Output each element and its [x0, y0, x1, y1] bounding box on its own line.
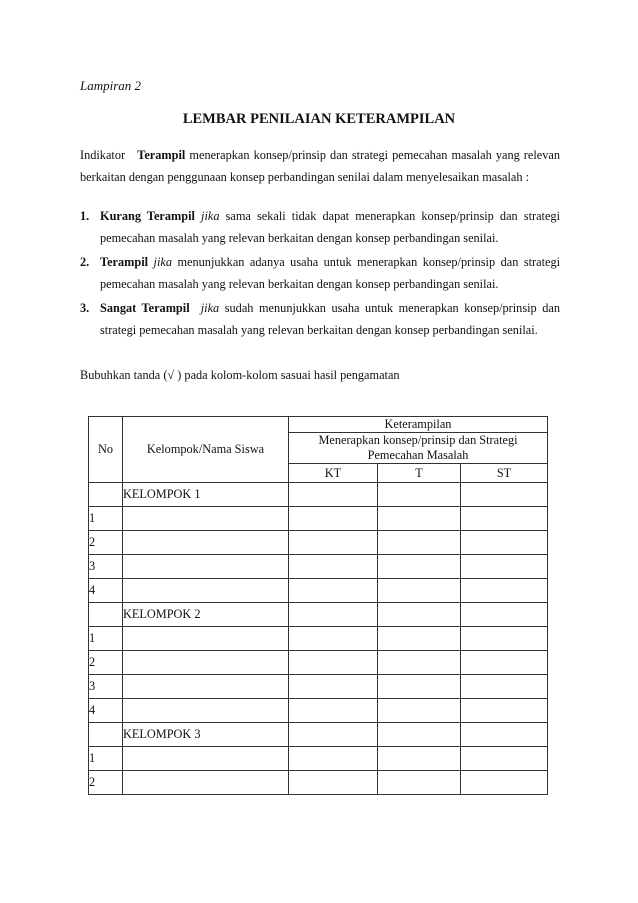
criteria-jika: jika: [201, 209, 220, 223]
no-cell: [89, 483, 123, 507]
group-row: [89, 603, 548, 627]
check-cell-kt[interactable]: [289, 675, 378, 699]
check-cell-kt[interactable]: [289, 579, 378, 603]
column-header-no: No: [89, 417, 123, 483]
column-header-kt: KT: [289, 464, 378, 483]
table-row: [89, 531, 548, 555]
check-cell-st[interactable]: [461, 579, 548, 603]
table-row: [89, 675, 548, 699]
check-cell-st[interactable]: [461, 723, 548, 747]
row-number-cell: 3: [89, 675, 123, 699]
criteria-number: 2.: [80, 255, 90, 269]
student-name-cell[interactable]: [123, 579, 289, 603]
no-cell: [89, 603, 123, 627]
table-row: [89, 651, 548, 675]
student-name-cell[interactable]: [123, 627, 289, 651]
check-cell-t[interactable]: [378, 483, 461, 507]
row-number-cell: 1: [89, 747, 123, 771]
no-cell: [89, 723, 123, 747]
check-cell-st[interactable]: [461, 483, 548, 507]
column-header-keterampilan: Keterampilan: [289, 417, 548, 433]
check-cell-kt[interactable]: [289, 507, 378, 531]
table-row: [89, 627, 548, 651]
check-cell-kt[interactable]: [289, 531, 378, 555]
indicator-text: menerapkan konsep/prinsip dan strategi pemecahan masalah yang relevan berkaitan dengan penggunaan konsep perbandingan senilai dalam menyelesaikan masalah :: [80, 148, 560, 184]
check-cell-st[interactable]: [461, 555, 548, 579]
table-row: [89, 699, 548, 723]
check-cell-kt[interactable]: [289, 723, 378, 747]
student-name-cell[interactable]: [123, 507, 289, 531]
group-name-cell: KELOMPOK 3: [123, 723, 289, 747]
check-cell-kt[interactable]: [289, 555, 378, 579]
check-cell-t[interactable]: [378, 555, 461, 579]
check-cell-st[interactable]: [461, 507, 548, 531]
check-cell-st[interactable]: [461, 747, 548, 771]
check-cell-t[interactable]: [378, 651, 461, 675]
row-number-cell: 1: [89, 627, 123, 651]
group-name-cell: KELOMPOK 2: [123, 603, 289, 627]
row-number-cell: 2: [89, 531, 123, 555]
criteria-list: [80, 205, 560, 343]
check-cell-st[interactable]: [461, 603, 548, 627]
criteria-jika: jika: [200, 301, 220, 315]
check-cell-st[interactable]: [461, 675, 548, 699]
criteria-text: sudah menunjukkan usaha untuk menerapkan konsep/prinsip dan strategi pemecahan masalah yang relevan berkaitan dengan konsep perbandingan senilai.: [100, 301, 560, 337]
table-header: [89, 417, 548, 483]
check-cell-kt[interactable]: [289, 699, 378, 723]
table-row: [89, 579, 548, 603]
criteria-text: sama sekali tidak dapat menerapkan konsep/prinsip dan strategi pemecahan masalah yang relevan berkaitan dengan konsep perbandingan senilai.: [100, 209, 560, 245]
student-name-cell[interactable]: [123, 555, 289, 579]
appendix-label: Lampiran 2: [80, 78, 142, 93]
check-cell-st[interactable]: [461, 771, 548, 795]
check-cell-kt[interactable]: [289, 483, 378, 507]
check-cell-kt[interactable]: [289, 771, 378, 795]
check-cell-kt[interactable]: [289, 747, 378, 771]
check-cell-kt[interactable]: [289, 651, 378, 675]
page-title: LEMBAR PENILAIAN KETERAMPILAN: [182, 111, 456, 127]
student-name-cell[interactable]: [123, 747, 289, 771]
student-name-cell[interactable]: [123, 651, 289, 675]
indicator-lead: Indikator: [80, 148, 126, 162]
check-cell-kt[interactable]: [289, 603, 378, 627]
column-header-menerapkan: Menerapkan konsep/prinsip dan Strategi Pemecahan Masalah: [289, 433, 548, 464]
check-cell-st[interactable]: [461, 627, 548, 651]
check-cell-t[interactable]: [378, 771, 461, 795]
header-row: [89, 417, 548, 433]
criteria-label: Terampil: [100, 255, 149, 269]
row-number-cell: 3: [89, 555, 123, 579]
student-name-cell[interactable]: [123, 771, 289, 795]
indicator-term: Terampil: [137, 148, 186, 162]
criteria-jika: jika: [153, 255, 172, 269]
criteria-item: [80, 205, 560, 249]
column-header-st: ST: [461, 464, 548, 483]
criteria-item: [80, 251, 560, 295]
check-cell-t[interactable]: [378, 627, 461, 651]
check-cell-t[interactable]: [378, 747, 461, 771]
student-name-cell[interactable]: [123, 675, 289, 699]
table-body: [89, 483, 548, 795]
check-cell-t[interactable]: [378, 603, 461, 627]
criteria-number: 3.: [80, 301, 90, 315]
check-cell-t[interactable]: [378, 579, 461, 603]
criteria-label: Sangat Terampil: [100, 301, 190, 315]
check-cell-st[interactable]: [461, 651, 548, 675]
table-row: [89, 555, 548, 579]
check-cell-t[interactable]: [378, 723, 461, 747]
column-header-t: T: [378, 464, 461, 483]
check-cell-t[interactable]: [378, 507, 461, 531]
criteria-number: 1.: [80, 209, 90, 223]
group-row: [89, 483, 548, 507]
instruction-text: Bubuhkan tanda (√ ) pada kolom-kolom sasuai hasil pengamatan: [80, 368, 400, 382]
table-row: [89, 771, 548, 795]
indicator-paragraph: [80, 144, 560, 188]
student-name-cell[interactable]: [123, 531, 289, 555]
column-header-name: Kelompok/Nama Siswa: [123, 417, 289, 483]
assessment-table: [88, 416, 548, 795]
group-row: [89, 723, 548, 747]
criteria-item: [80, 297, 560, 341]
check-cell-st[interactable]: [461, 699, 548, 723]
criteria-label: Kurang Terampil: [100, 209, 195, 223]
row-number-cell: 2: [89, 651, 123, 675]
check-cell-kt[interactable]: [289, 627, 378, 651]
student-name-cell[interactable]: [123, 699, 289, 723]
check-cell-st[interactable]: [461, 531, 548, 555]
check-cell-t[interactable]: [378, 531, 461, 555]
row-number-cell: 2: [89, 771, 123, 795]
table-row: [89, 747, 548, 771]
check-cell-t[interactable]: [378, 675, 461, 699]
criteria-text: menunjukkan adanya usaha untuk menerapkan konsep/prinsip dan strategi pemecahan masalah yang relevan berkaitan dengan konsep perbandingan senilai.: [100, 255, 561, 291]
check-cell-t[interactable]: [378, 699, 461, 723]
row-number-cell: 4: [89, 699, 123, 723]
table-row: [89, 507, 548, 531]
row-number-cell: 1: [89, 507, 123, 531]
group-name-cell: KELOMPOK 1: [123, 483, 289, 507]
row-number-cell: 4: [89, 579, 123, 603]
